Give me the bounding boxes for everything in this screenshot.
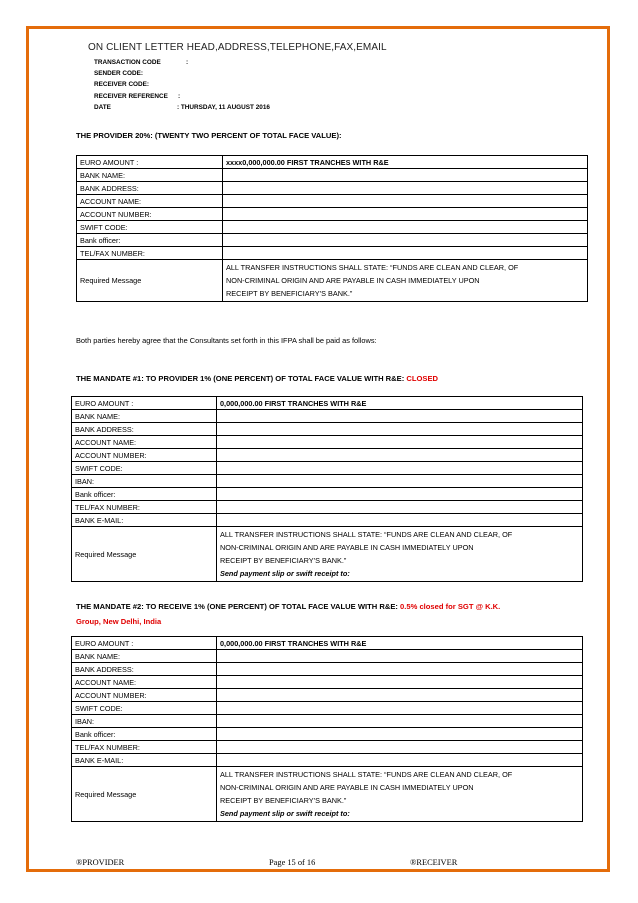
mandate1-heading <box>76 374 438 383</box>
table-row <box>77 182 588 195</box>
transaction-codes <box>94 57 270 113</box>
code-row <box>94 102 270 113</box>
field-label: BANK E-MAIL: <box>72 754 217 767</box>
field-value <box>223 182 588 195</box>
code-row <box>94 91 181 102</box>
field-label: BANK ADDRESS: <box>72 423 217 436</box>
code-row <box>94 57 189 68</box>
field-value: xxxx0,000,000.00 FIRST TRANCHES WITH R&E <box>223 156 588 169</box>
table-row <box>72 436 583 449</box>
field-label: BANK NAME: <box>77 169 223 182</box>
field-label: SWIFT CODE: <box>72 462 217 475</box>
field-label: BANK NAME: <box>72 650 217 663</box>
field-label: ACCOUNT NAME: <box>72 436 217 449</box>
field-value: 0,000,000.00 FIRST TRANCHES WITH R&E <box>217 397 583 410</box>
table-row <box>77 208 588 221</box>
field-value <box>217 501 583 514</box>
field-label: Bank officer: <box>72 728 217 741</box>
message-line: ALL TRANSFER INSTRUCTIONS SHALL STATE: “FUNDS ARE CLEAN AND CLEAR, OF <box>226 263 519 272</box>
field-value <box>217 475 583 488</box>
footer-left: ®PROVIDER <box>76 858 125 867</box>
table-row <box>77 195 588 208</box>
field-label: Bank officer: <box>72 488 217 501</box>
code-row <box>94 68 168 79</box>
agreement-text: Both parties hereby agree that the Consultants set forth in this IFPA shall be paid as follows: <box>76 336 377 345</box>
field-label: SWIFT CODE: <box>77 221 223 234</box>
table-row <box>77 156 588 169</box>
table-row <box>72 423 583 436</box>
field-value <box>217 754 583 767</box>
field-label: BANK ADDRESS: <box>77 182 223 195</box>
mandate1-heading-text: THE MANDATE #1: TO PROVIDER 1% (ONE PERCENT) OF TOTAL FACE VALUE WITH R&E: <box>76 374 407 383</box>
table-row <box>72 715 583 728</box>
code-label: RECEIVER CODE: <box>94 81 150 89</box>
field-label: EURO AMOUNT : <box>77 156 223 169</box>
table-row <box>77 234 588 247</box>
required-message-text <box>217 527 583 582</box>
field-value: 0,000,000.00 FIRST TRANCHES WITH R&E <box>217 637 583 650</box>
field-value <box>217 436 583 449</box>
field-label: ACCOUNT NUMBER: <box>72 689 217 702</box>
code-label: DATE <box>94 103 111 111</box>
field-value <box>223 221 588 234</box>
field-label: BANK E-MAIL: <box>72 514 217 527</box>
table-row <box>72 397 583 410</box>
letterhead: ON CLIENT LETTER HEAD,ADDRESS,TELEPHONE,FAX,EMAIL <box>88 42 387 53</box>
table-row <box>77 221 588 234</box>
required-message-label: Required Message <box>77 260 223 302</box>
message-line: RECEIPT BY BENEFICIARY'S BANK.” <box>220 796 347 805</box>
message-line: NON-CRIMINAL ORIGIN AND ARE PAYABLE IN CASH IMMEDIATELY UPON <box>220 543 474 552</box>
table-row <box>72 754 583 767</box>
provider-table <box>76 155 588 302</box>
code-label: SENDER CODE: <box>94 70 144 78</box>
required-message-row <box>77 260 588 302</box>
date-value: : THURSDAY, 11 AUGUST 2016 <box>177 103 270 111</box>
field-value <box>223 247 588 260</box>
field-label: IBAN: <box>72 475 217 488</box>
message-line: NON-CRIMINAL ORIGIN AND ARE PAYABLE IN CASH IMMEDIATELY UPON <box>226 276 480 285</box>
code-colon: : <box>178 92 181 100</box>
message-line: NON-CRIMINAL ORIGIN AND ARE PAYABLE IN CASH IMMEDIATELY UPON <box>220 783 474 792</box>
code-colon: : <box>186 59 189 66</box>
required-message-row <box>72 767 583 822</box>
field-value <box>217 715 583 728</box>
field-value <box>217 728 583 741</box>
table-row <box>77 169 588 182</box>
payment-slip-note: Send payment slip or swift receipt to: <box>220 809 350 818</box>
field-value <box>217 663 583 676</box>
field-value <box>217 462 583 475</box>
table-row <box>72 676 583 689</box>
message-line: ALL TRANSFER INSTRUCTIONS SHALL STATE: “FUNDS ARE CLEAN AND CLEAR, OF <box>220 530 513 539</box>
message-line: RECEIPT BY BENEFICIARY'S BANK.” <box>226 289 353 298</box>
code-label: TRANSACTION CODE <box>94 59 161 66</box>
table-row <box>72 410 583 423</box>
mandate1-status: CLOSED <box>406 374 439 383</box>
field-label: TEL/FAX NUMBER: <box>72 741 217 754</box>
field-value <box>223 208 588 221</box>
table-row <box>72 475 583 488</box>
field-label: TEL/FAX NUMBER: <box>77 247 223 260</box>
field-label: IBAN: <box>72 715 217 728</box>
field-label: EURO AMOUNT : <box>72 397 217 410</box>
mandate2-heading <box>76 602 500 611</box>
mandate1-table <box>71 396 583 582</box>
field-label: BANK ADDRESS: <box>72 663 217 676</box>
field-value <box>217 702 583 715</box>
table-row <box>72 663 583 676</box>
field-label: ACCOUNT NUMBER: <box>72 449 217 462</box>
required-message-row <box>72 527 583 582</box>
field-value <box>217 514 583 527</box>
field-label: BANK NAME: <box>72 410 217 423</box>
code-label: RECEIVER REFERENCE <box>94 92 168 100</box>
required-message-label: Required Message <box>72 527 217 582</box>
field-label: EURO AMOUNT : <box>72 637 217 650</box>
table-row <box>77 247 588 260</box>
payment-slip-note: Send payment slip or swift receipt to: <box>220 569 350 578</box>
field-value <box>217 741 583 754</box>
required-message-text <box>217 767 583 822</box>
field-value <box>223 195 588 208</box>
table-row <box>72 728 583 741</box>
table-row <box>72 514 583 527</box>
field-value <box>217 410 583 423</box>
field-value <box>223 234 588 247</box>
table-row <box>72 741 583 754</box>
mandate2-status-line2: Group, New Delhi, India <box>76 617 162 626</box>
field-value <box>217 449 583 462</box>
message-line: RECEIPT BY BENEFICIARY'S BANK.” <box>220 556 347 565</box>
field-label: ACCOUNT NAME: <box>77 195 223 208</box>
table-row <box>72 637 583 650</box>
field-value <box>217 488 583 501</box>
field-label: Bank officer: <box>77 234 223 247</box>
message-line: ALL TRANSFER INSTRUCTIONS SHALL STATE: “FUNDS ARE CLEAN AND CLEAR, OF <box>220 770 513 779</box>
table-row <box>72 689 583 702</box>
field-label: TEL/FAX NUMBER: <box>72 501 217 514</box>
field-label: SWIFT CODE: <box>72 702 217 715</box>
footer-right: ®RECEIVER <box>410 858 458 867</box>
mandate2-heading-text: THE MANDATE #2: TO RECEIVE 1% (ONE PERCENT) OF TOTAL FACE VALUE WITH R&E: <box>76 602 401 611</box>
field-value <box>217 650 583 663</box>
field-label: ACCOUNT NUMBER: <box>77 208 223 221</box>
table-row <box>72 702 583 715</box>
code-row <box>94 79 168 90</box>
field-label: ACCOUNT NAME: <box>72 676 217 689</box>
table-row <box>72 650 583 663</box>
field-value <box>223 169 588 182</box>
table-row <box>72 449 583 462</box>
field-value <box>217 676 583 689</box>
required-message-label: Required Message <box>72 767 217 822</box>
required-message-text <box>223 260 588 302</box>
table-row <box>72 488 583 501</box>
footer-page-number: Page 15 of 16 <box>269 858 316 867</box>
table-row <box>72 462 583 475</box>
field-value <box>217 423 583 436</box>
field-value <box>217 689 583 702</box>
mandate2-status: 0.5% closed for SGT @ K.K. <box>400 602 501 611</box>
mandate2-table <box>71 636 583 822</box>
table-row <box>72 501 583 514</box>
provider-heading: THE PROVIDER 20%: (TWENTY TWO PERCENT OF TOTAL FACE VALUE): <box>76 131 342 140</box>
